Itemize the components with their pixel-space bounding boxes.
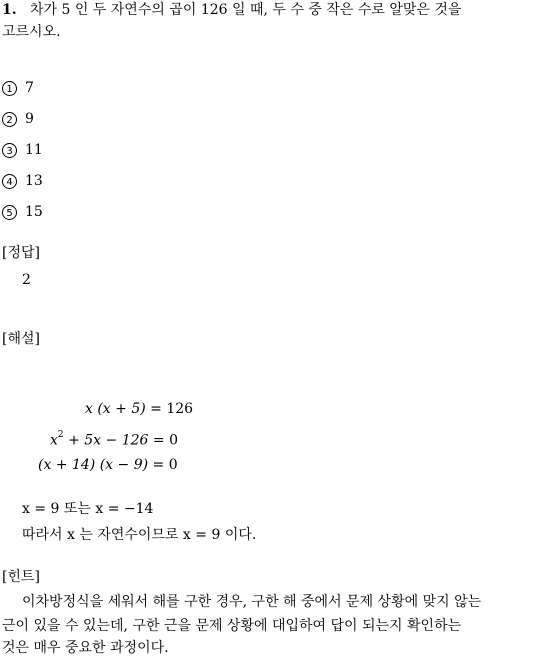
choice-2[interactable]	[2, 110, 34, 128]
choice-value: 11	[25, 142, 43, 158]
hint-line-2: 근이 있을 수 있는데, 구한 근을 문제 상황에 대입하여 답이 되는지 확인하는	[2, 618, 462, 634]
hint-line-1: 이차방정식을 세워서 해를 구한 경우, 구한 해 중에서 문제 상황에 맞지 않는	[22, 594, 482, 610]
equation-3	[38, 456, 178, 474]
eq2-lhs-a: x	[50, 432, 58, 449]
question-text-1: 차가 5 인 두 자연수의 곱이 126 일 때, 두 수 중 작은 수로 알맞은 것을	[29, 2, 462, 18]
choice-1[interactable]	[2, 79, 34, 97]
explanation-label: [해설]	[2, 331, 40, 347]
answer-value: 2	[22, 272, 31, 288]
question-number: 1.	[2, 2, 17, 18]
choice-value: 7	[25, 80, 34, 96]
choice-marker-4: 4	[2, 174, 17, 189]
choice-marker-5: 5	[2, 205, 17, 220]
choice-marker-2: 2	[2, 112, 17, 127]
eq2-rhs: = 0	[152, 432, 178, 449]
eq3-lhs: (x + 14) (x − 9)	[38, 457, 149, 473]
conclusion-line: 따라서 x 는 자연수이므로 x = 9 이다.	[22, 527, 257, 543]
choice-value: 9	[25, 111, 34, 127]
question-line-1	[2, 0, 461, 20]
question-line-2: 고르시오.	[2, 24, 61, 40]
eq3-rhs: = 0	[152, 457, 178, 473]
choice-marker-1: 1	[2, 81, 17, 96]
eq1-lhs: x (x + 5)	[85, 401, 146, 417]
answer-label: [정답]	[2, 245, 40, 261]
equation-2	[50, 428, 178, 450]
hint-label: [힌트]	[2, 569, 40, 585]
roots-line: x = 9 또는 x = −14	[22, 501, 154, 517]
choice-value: 15	[25, 204, 43, 220]
choice-value: 13	[25, 173, 43, 189]
choice-marker-3: 3	[2, 143, 17, 158]
eq2-exponent: 2	[57, 430, 64, 440]
hint-line-3: 것은 매우 중요한 과정이다.	[2, 640, 169, 656]
eq1-rhs: = 126	[150, 401, 194, 417]
eq2-lhs-b: + 5x − 126	[63, 432, 149, 449]
choice-4[interactable]	[2, 172, 43, 190]
equation-1	[85, 400, 193, 418]
choice-5[interactable]	[2, 203, 43, 221]
choice-3[interactable]	[2, 141, 43, 159]
